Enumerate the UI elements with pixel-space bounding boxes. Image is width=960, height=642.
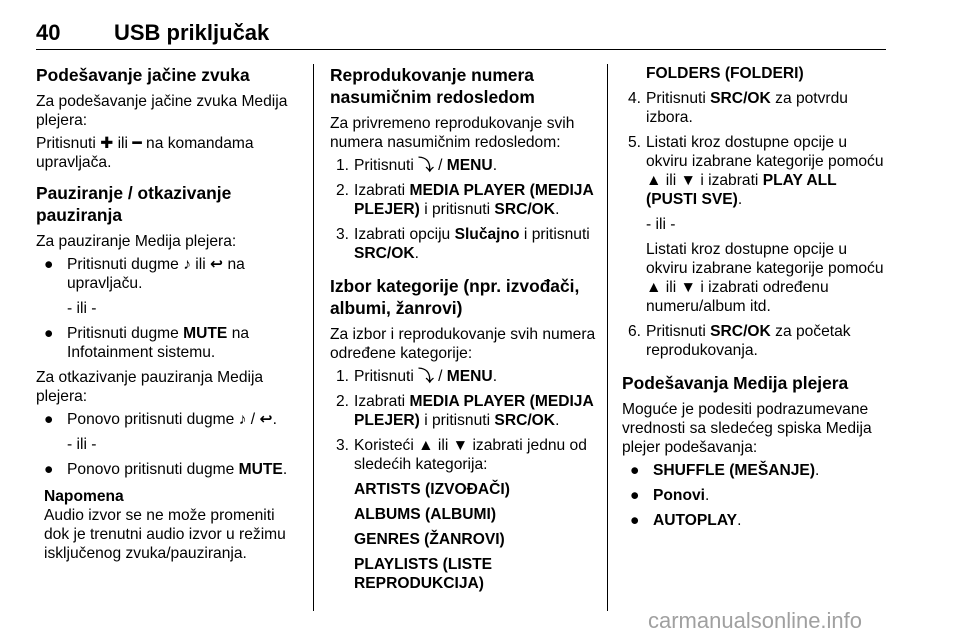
paragraph: Za izbor i reprodukovanje svih numera određene kategorije: — [330, 326, 596, 362]
up-arrow-icon: ▲ — [646, 279, 662, 296]
list-item: 4. Pritisnuti SRC/OK za potvrdu izbora. — [628, 90, 848, 126]
list-item: 5. Listati kroz dostupne opcije u okviru izabrane kategorije pomoću ▲ ili ▼ i izabrati PLAY ALL (PUSTI SVE). — [628, 134, 884, 208]
bullet-icon: ● — [44, 411, 54, 428]
voice-icon: ♪ — [183, 256, 191, 273]
or-separator: - ili - — [67, 436, 97, 453]
category-item: ARTISTS (IZVOĐAČI) — [354, 481, 510, 498]
bullet-icon: ● — [44, 256, 54, 273]
column-divider-2 — [607, 64, 608, 611]
or-separator: - ili - — [646, 216, 676, 233]
list-item: ● SHUFFLE (MEŠANJE). — [630, 462, 820, 479]
list-item: 1. Pritisnuti ⤵ / MENU. — [336, 157, 498, 174]
note-box — [36, 487, 298, 563]
section-heading-volume: Podešavanje jačine zvuka — [36, 65, 250, 85]
column-2 — [330, 64, 598, 599]
back-icon: ↩ — [210, 256, 224, 273]
up-arrow-icon: ▲ — [418, 437, 434, 454]
list-item: 6. Pritisnuti SRC/OK za početak reprodukovanja. — [628, 323, 851, 359]
back-icon: ↩ — [259, 411, 273, 428]
list-item: 1. Pritisnuti ⤵ / MENU. — [336, 368, 498, 385]
category-item: GENRES (ŽANROVI) — [354, 531, 505, 548]
up-arrow-icon: ▲ — [646, 172, 662, 189]
section-heading-shuffle: Reprodukovanje numera nasumičnim redosledom — [330, 65, 535, 107]
watermark: carmanualsonline.info — [648, 608, 863, 633]
down-arrow-icon: ▼ — [680, 172, 696, 189]
paragraph: Listati kroz dostupne opcije u okviru izabrane kategorije pomoću ▲ ili ▼ i izabrati određenu numeru/album itd. — [646, 241, 884, 315]
page-header — [36, 20, 886, 48]
category-item: PLAYLISTS (LISTE REPRODUKCIJA) — [354, 556, 493, 592]
plus-icon: ✚ — [100, 135, 114, 152]
phone-hook-icon: ⤵ — [418, 157, 434, 174]
note-text: Audio izvor se ne može promeniti dok je trenutni audio izvor u režimu isključenog zvuka/pauziranja. — [44, 507, 286, 562]
list-item: ● Pritisnuti dugme ♪ ili ↩ na upravljaču. — [44, 256, 245, 292]
list-item: 3. Izabrati opciju Slučajno i pritisnuti SRC/OK. — [336, 226, 590, 262]
bullet-icon: ● — [44, 461, 54, 478]
minus-icon: ━ — [132, 135, 142, 152]
column-1 — [36, 64, 298, 563]
paragraph: Za otkazivanje pauziranja Medija plejera: — [36, 369, 264, 405]
bullet-icon: ● — [630, 487, 640, 504]
paragraph: Moguće je podesiti podrazumevane vrednosti sa sledećeg spiska Medija plejer podešavanja: — [622, 401, 872, 456]
paragraph: Za privremeno reprodukovanje svih numera nasumičnim redosledom: — [330, 115, 575, 151]
page-number: 40 — [36, 20, 61, 45]
bullet-icon: ● — [44, 325, 54, 342]
paragraph: Pritisnuti ✚ ili ━ na komandama upravljača. — [36, 135, 254, 171]
list-item: ● Ponovi. — [630, 487, 710, 504]
page-title: USB priključak — [114, 20, 270, 45]
bullet-icon: ● — [630, 512, 640, 529]
phone-hook-icon: ⤵ — [418, 368, 434, 385]
down-arrow-icon: ▼ — [680, 279, 696, 296]
section-heading-category: Izbor kategorije (npr. izvođači, albumi, žanrovi) — [330, 276, 580, 318]
list-item: ● Ponovo pritisnuti dugme MUTE. — [44, 461, 288, 478]
list-item: ● Ponovo pritisnuti dugme ♪ / ↩. — [44, 411, 277, 428]
list-item: ● Pritisnuti dugme MUTE na Infotainment sistemu. — [44, 325, 250, 361]
paragraph: Za pauziranje Medija plejera: — [36, 233, 237, 250]
list-item: 2. Izabrati MEDIA PLAYER (MEDIJA PLEJER) i pritisnuti SRC/OK. — [336, 393, 594, 429]
header-divider — [36, 49, 886, 50]
column-3 — [622, 64, 886, 536]
down-arrow-icon: ▼ — [452, 437, 469, 454]
section-heading-pause: Pauziranje / otkazivanje pauziranja — [36, 183, 232, 225]
paragraph: Za podešavanje jačine zvuka Medija plejera: — [36, 93, 288, 129]
voice-icon: ♪ — [238, 411, 247, 428]
list-item: ● AUTOPLAY. — [630, 512, 742, 529]
or-separator: - ili - — [67, 300, 97, 317]
note-title: Napomena — [44, 488, 124, 505]
list-item: 2. Izabrati MEDIA PLAYER (MEDIJA PLEJER) i pritisnuti SRC/OK. — [336, 182, 594, 218]
column-divider-1 — [313, 64, 314, 611]
list-item: 3. Koristeći ▲ ili ▼ izabrati jednu od sledećih kategorija: — [336, 437, 587, 473]
category-item: ALBUMS (ALBUMI) — [354, 506, 497, 523]
section-heading-settings: Podešavanja Medija plejera — [622, 373, 849, 393]
bullet-icon: ● — [630, 462, 640, 479]
category-item: FOLDERS (FOLDERI) — [646, 65, 804, 82]
